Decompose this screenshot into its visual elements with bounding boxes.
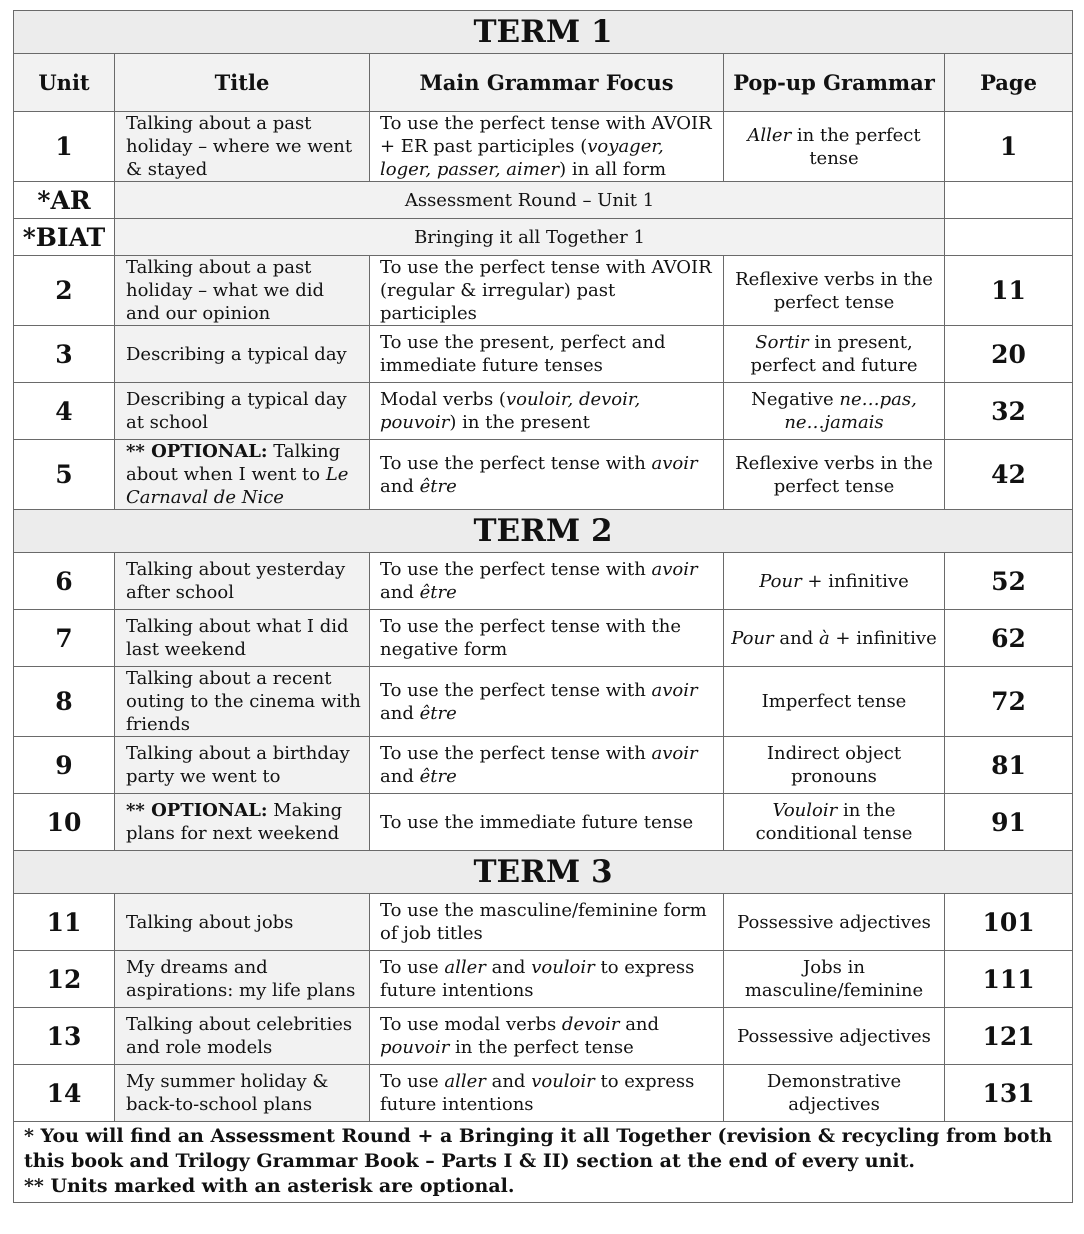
unit-title: Talking about celebrities and role models xyxy=(115,1008,370,1065)
unit-title: Talking about yesterday after school xyxy=(115,553,370,610)
table-row xyxy=(14,553,1073,610)
page-number: 62 xyxy=(945,610,1073,667)
popup-grammar: Indirect object pronouns xyxy=(724,737,945,794)
unit-title: My summer holiday & back-to-school plans xyxy=(115,1065,370,1122)
popup-grammar: Possessive adjectives xyxy=(724,894,945,951)
unit-title: Talking about a past holiday – where we went & stayed xyxy=(115,112,370,182)
grammar-focus: To use aller and vouloir to express future intentions xyxy=(370,1065,724,1122)
unit-number: 14 xyxy=(14,1065,115,1122)
grammar-focus: To use the perfect tense with the negative form xyxy=(370,610,724,667)
page-number-empty xyxy=(945,219,1073,256)
page-number-empty xyxy=(945,182,1073,219)
footnote xyxy=(14,1122,1073,1203)
term-heading: TERM 2 xyxy=(14,510,1073,553)
table-row xyxy=(14,112,1073,182)
unit-number: 4 xyxy=(14,383,115,440)
column-header-row xyxy=(14,54,1073,112)
term-2-heading-row xyxy=(14,510,1073,553)
bringing-together-label: Bringing it all Together 1 xyxy=(115,219,945,256)
popup-grammar: Reflexive verbs in the perfect tense xyxy=(724,440,945,510)
unit-number: 7 xyxy=(14,610,115,667)
page-number: 111 xyxy=(945,951,1073,1008)
footnote-assessment: * You will find an Assessment Round + a Bringing it all Together (revision & recycling from both this book and Trilogy Grammar Book – Parts I & II) section at the end of every unit. xyxy=(24,1125,1053,1172)
unit-title: ** OPTIONAL: Making plans for next weekend xyxy=(115,794,370,851)
table-row xyxy=(14,326,1073,383)
page-number: 42 xyxy=(945,440,1073,510)
unit-number: 12 xyxy=(14,951,115,1008)
unit-number: 10 xyxy=(14,794,115,851)
grammar-focus: To use the immediate future tense xyxy=(370,794,724,851)
table-row xyxy=(14,256,1073,326)
grammar-focus: To use the perfect tense with AVOIR (regular & irregular) past participles xyxy=(370,256,724,326)
table-row xyxy=(14,794,1073,851)
unit-title: Talking about a past holiday – what we did and our opinion xyxy=(115,256,370,326)
column-header-grammar: Main Grammar Focus xyxy=(370,54,724,112)
footnote-optional: ** Units marked with an asterisk are optional. xyxy=(24,1175,515,1197)
page-number: 20 xyxy=(945,326,1073,383)
popup-grammar: Reflexive verbs in the perfect tense xyxy=(724,256,945,326)
assessment-round-label: Assessment Round – Unit 1 xyxy=(115,182,945,219)
unit-number: 3 xyxy=(14,326,115,383)
table-row xyxy=(14,667,1073,737)
page-number: 1 xyxy=(945,112,1073,182)
unit-number: 5 xyxy=(14,440,115,510)
column-header-unit: Unit xyxy=(14,54,115,112)
grammar-focus: To use modal verbs devoir and pouvoir in the perfect tense xyxy=(370,1008,724,1065)
unit-title: Talking about a birthday party we went to xyxy=(115,737,370,794)
unit-number: *BIAT xyxy=(14,219,115,256)
table-row xyxy=(14,182,1073,219)
page-number: 32 xyxy=(945,383,1073,440)
grammar-focus: To use the perfect tense with avoir and être xyxy=(370,667,724,737)
column-header-page: Page xyxy=(945,54,1073,112)
table-row xyxy=(14,951,1073,1008)
unit-title: Talking about a recent outing to the cinema with friends xyxy=(115,667,370,737)
unit-title: ** OPTIONAL: Talking about when I went to Le Carnaval de Nice xyxy=(115,440,370,510)
page-number: 91 xyxy=(945,794,1073,851)
table-row xyxy=(14,1065,1073,1122)
unit-number: 1 xyxy=(14,112,115,182)
page-number: 121 xyxy=(945,1008,1073,1065)
term-heading: TERM 1 xyxy=(14,11,1073,54)
footnote-row xyxy=(14,1122,1073,1203)
grammar-focus: To use the present, perfect and immediate future tenses xyxy=(370,326,724,383)
column-header-popup: Pop-up Grammar xyxy=(724,54,945,112)
unit-number: 11 xyxy=(14,894,115,951)
table-row xyxy=(14,1008,1073,1065)
unit-title: My dreams and aspirations: my life plans xyxy=(115,951,370,1008)
unit-title: Talking about jobs xyxy=(115,894,370,951)
popup-grammar: Sortir in present, perfect and future xyxy=(724,326,945,383)
unit-number: 6 xyxy=(14,553,115,610)
table-row xyxy=(14,440,1073,510)
popup-grammar: Vouloir in the conditional tense xyxy=(724,794,945,851)
popup-grammar: Negative ne…pas, ne…jamais xyxy=(724,383,945,440)
grammar-focus: To use aller and vouloir to express future intentions xyxy=(370,951,724,1008)
grammar-focus: To use the perfect tense with avoir and être xyxy=(370,737,724,794)
page-number: 52 xyxy=(945,553,1073,610)
grammar-focus: To use the perfect tense with AVOIR + ER past participles (voyager, loger, passer, aimer) in all form xyxy=(370,112,724,182)
unit-number: 8 xyxy=(14,667,115,737)
grammar-focus: To use the masculine/feminine form of job titles xyxy=(370,894,724,951)
optional-label: OPTIONAL: xyxy=(151,441,268,462)
popup-grammar: Pour and à + infinitive xyxy=(724,610,945,667)
table-row xyxy=(14,219,1073,256)
popup-grammar: Pour + infinitive xyxy=(724,553,945,610)
unit-number: 2 xyxy=(14,256,115,326)
term-heading: TERM 3 xyxy=(14,851,1073,894)
grammar-focus: To use the perfect tense with avoir and être xyxy=(370,553,724,610)
optional-label: ** OPTIONAL: xyxy=(126,800,268,821)
unit-title: Describing a typical day at school xyxy=(115,383,370,440)
table-row xyxy=(14,894,1073,951)
column-header-title: Title xyxy=(115,54,370,112)
table-row xyxy=(14,737,1073,794)
unit-number: 13 xyxy=(14,1008,115,1065)
term-1-heading-row xyxy=(14,11,1073,54)
popup-grammar: Demonstrative adjectives xyxy=(724,1065,945,1122)
unit-title: Describing a typical day xyxy=(115,326,370,383)
unit-title: Talking about what I did last weekend xyxy=(115,610,370,667)
page-number: 72 xyxy=(945,667,1073,737)
page-number: 131 xyxy=(945,1065,1073,1122)
popup-grammar: Possessive adjectives xyxy=(724,1008,945,1065)
grammar-focus: To use the perfect tense with avoir and être xyxy=(370,440,724,510)
page-number: 81 xyxy=(945,737,1073,794)
grammar-focus: Modal verbs (vouloir, devoir, pouvoir) in the present xyxy=(370,383,724,440)
popup-grammar: Imperfect tense xyxy=(724,667,945,737)
popup-grammar: Jobs in masculine/feminine xyxy=(724,951,945,1008)
unit-number: 9 xyxy=(14,737,115,794)
page-number: 101 xyxy=(945,894,1073,951)
table-row xyxy=(14,383,1073,440)
popup-grammar: Aller in the perfect tense xyxy=(724,112,945,182)
unit-number: *AR xyxy=(14,182,115,219)
page-number: 11 xyxy=(945,256,1073,326)
table-row xyxy=(14,610,1073,667)
course-schedule-table xyxy=(13,10,1073,1203)
term-3-heading-row xyxy=(14,851,1073,894)
